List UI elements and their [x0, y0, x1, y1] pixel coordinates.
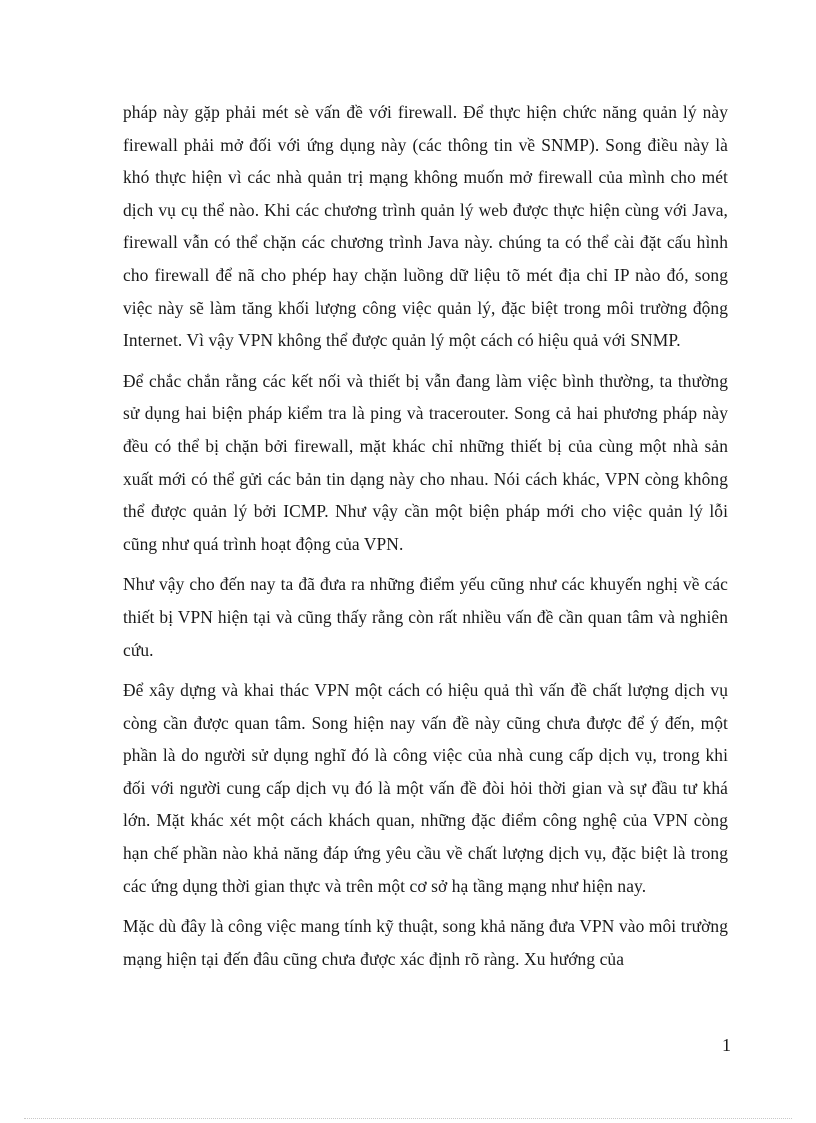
page-bottom-divider: [24, 1118, 792, 1119]
paragraph-firewall-snmp: pháp này gặp phải mét sè vấn đề với firewall. Để thực hiện chức năng quản lý này firewall phải mở đối với ứng dụng này (các thông tin về SNMP). Song điều này là khó thực hiện vì các nhà quản trị mạng không muốn mở firewall của mình cho mét dịch vụ cụ thể nào. Khi các chương trình quản lý web được thực hiện cùng với Java, firewall vẫn có thể chặn các chương trình Java này. chúng ta có thể cài đặt cấu hình cho firewall để nã cho phép hay chặn luồng dữ liệu tõ mét địa chỉ IP nào đó, song việc này sẽ làm tăng khối lượng công việc quản lý, đặc biệt trong môi trường động Internet. Vì vậy VPN không thể được quản lý một cách có hiệu quả với SNMP.: [123, 102, 728, 351]
paragraph-technical-work: Mặc dù đây là công việc mang tính kỹ thuật, song khả năng đưa VPN vào môi trường mạng hiện tại đến đâu cũng chưa được xác định rõ ràng. Xu hướng của: [123, 916, 728, 969]
paragraph-vpn-weaknesses: Như vậy cho đến nay ta đã đưa ra những điểm yếu cũng như các khuyến nghị về các thiết bị VPN hiện tại và cũng thấy rằng còn rất nhiều vấn đề cần quan tâm và nghiên cứu.: [123, 574, 728, 660]
page-number: 1: [722, 1035, 731, 1055]
document-body: [123, 96, 728, 983]
paragraph-quality-of-service: Để xây dựng và khai thác VPN một cách có hiệu quả thì vấn đề chất lượng dịch vụ còng cần được quan tâm. Song hiện nay vấn đề này cũng chưa được để ý đến, một phần là do người sử dụng nghĩ đó là công việc của nhà cung cấp dịch vụ, trong khi đối với người cung cấp dịch vụ đó là một vấn đề đòi hỏi thời gian và sự đầu tư khá lớn. Mặt khác xét một cách khách quan, những đặc điểm công nghệ của VPN còng hạn chế phần nào khả năng đáp ứng yêu cầu về chất lượng dịch vụ, đặc biệt là trong các ứng dụng thời gian thực và trên một cơ sở hạ tầng mạng như hiện nay.: [123, 680, 728, 896]
paragraph-ping-tracerouter: Để chắc chắn rằng các kết nối và thiết bị vẫn đang làm việc bình thường, ta thường sử dụng hai biện pháp kiểm tra là ping và tracerouter. Song cả hai phương pháp này đều có thể bị chặn bởi firewall, mặt khác chỉ những thiết bị của cùng một nhà sản xuất mới có thể gửi các bản tin dạng này cho nhau. Nói cách khác, VPN còng không thể được quản lý bởi ICMP. Như vậy cần một biện pháp mới cho việc quản lý lỗi cũng như quá trình hoạt động của VPN.: [123, 370, 728, 554]
